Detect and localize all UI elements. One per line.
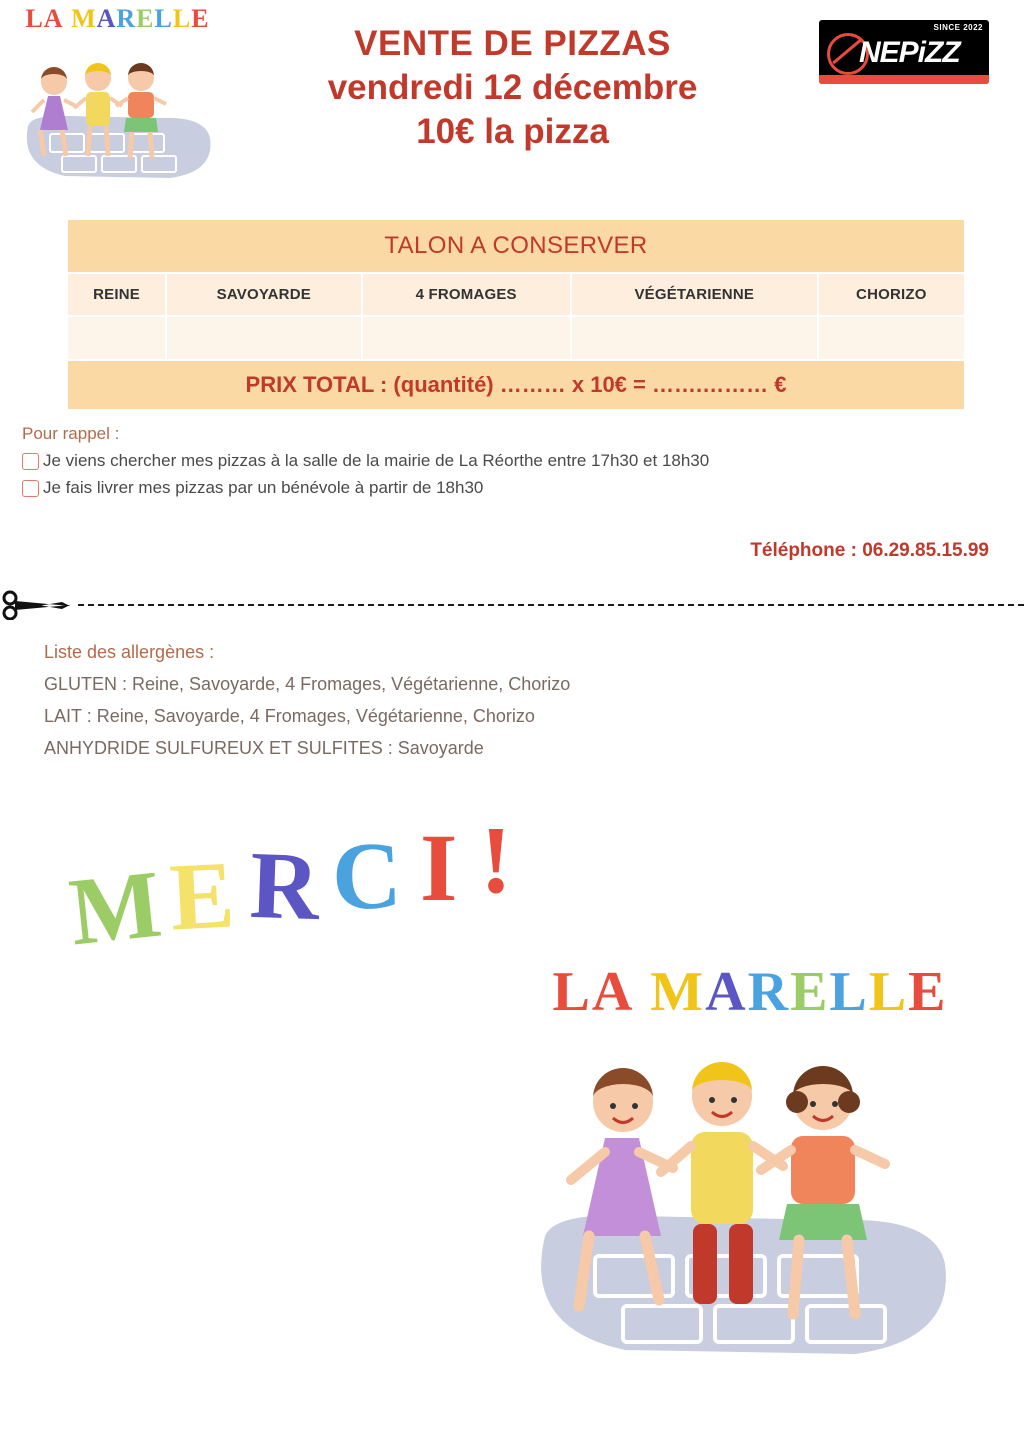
- logo-letter: A: [591, 961, 635, 1023]
- logo-letter: L: [25, 4, 44, 33]
- kids-hopscotch-illustration: [10, 34, 225, 184]
- contact-phone: Téléphone : 06.29.85.15.99: [750, 540, 989, 561]
- logo-letter: [64, 4, 72, 34]
- logo-letter: E: [908, 961, 948, 1023]
- quantity-cell-reine[interactable]: [67, 316, 166, 360]
- title-line-1: VENTE DE PIZZAS: [354, 24, 671, 63]
- kids-hopscotch-illustration-large: [505, 1028, 965, 1368]
- thanks-letter-exclamation: !: [480, 806, 512, 913]
- logo-bottom-wordmark: [505, 960, 995, 1024]
- coupon-column-savoyarde: SAVOYARDE: [166, 273, 361, 316]
- coupon-quantity-row: [67, 316, 965, 360]
- coupon-column-reine: REINE: [67, 273, 166, 316]
- quantity-cell-vegetarienne[interactable]: [571, 316, 818, 360]
- logo-letter: L: [172, 4, 192, 33]
- logo-letter: E: [191, 4, 210, 33]
- onepizz-logo: [819, 20, 989, 84]
- logo-letter: E: [136, 4, 155, 33]
- thanks-wordart: [64, 806, 670, 966]
- pickup-option-row[interactable]: [22, 451, 1002, 471]
- order-coupon-table: [66, 218, 966, 411]
- thanks-letter-m: M: [64, 849, 166, 966]
- onepizz-bottom-bar: [819, 75, 989, 84]
- coupon-header-row: [67, 273, 965, 316]
- coupon-column-chorizo: CHORIZO: [818, 273, 965, 316]
- thanks-letter-c: C: [330, 820, 404, 931]
- allergen-line-lait: LAIT : Reine, Savoyarde, 4 Fromages, Végétarienne, Chorizo: [44, 706, 535, 727]
- coupon-total-row: [67, 360, 965, 410]
- flyer-title: [240, 22, 785, 153]
- allergens-section: [44, 636, 570, 764]
- logo-letter: L: [552, 961, 592, 1023]
- logo-letter: M: [650, 961, 706, 1023]
- onepizz-brand-name: NEPiZZ: [859, 36, 960, 69]
- delivery-option-row[interactable]: [22, 478, 1002, 498]
- cut-line-dashes: [78, 604, 1024, 606]
- allergen-line-gluten: GLUTEN : Reine, Savoyarde, 4 Fromages, Végétarienne, Chorizo: [44, 674, 571, 695]
- checkbox-icon-pickup[interactable]: [22, 453, 39, 470]
- logo-bottom: [505, 960, 995, 1380]
- thanks-letter-i: I: [420, 814, 458, 921]
- logo-letter: M: [71, 4, 97, 33]
- cut-line: [0, 590, 1024, 620]
- title-line-3: 10€ la pizza: [416, 111, 609, 151]
- logo-letter: R: [747, 961, 791, 1023]
- coupon-title: TALON A CONSERVER: [67, 219, 965, 273]
- coupon-column-4fromages: 4 FROMAGES: [362, 273, 571, 316]
- coupon-column-vegetarienne: VÉGÉTARIENNE: [571, 273, 818, 316]
- allergens-title: Liste des allergènes :: [44, 642, 215, 662]
- logo-letter: A: [705, 961, 748, 1023]
- logo-letter: R: [116, 4, 137, 33]
- logo-letter: [634, 960, 650, 1024]
- thanks-letter-e: E: [167, 840, 237, 951]
- coupon-title-row: [67, 219, 965, 273]
- logo-letter: L: [868, 961, 909, 1023]
- checkbox-icon-delivery[interactable]: [22, 480, 39, 497]
- logo-letter: E: [790, 961, 830, 1023]
- quantity-cell-4fromages[interactable]: [362, 316, 571, 360]
- delivery-option-label: Je fais livrer mes pizzas par un bénévole à partir de 18h30: [43, 478, 484, 497]
- quantity-cell-chorizo[interactable]: [818, 316, 965, 360]
- thanks-letter-r: R: [248, 830, 322, 941]
- logo-letter: A: [43, 4, 64, 33]
- coupon-total-line: PRIX TOTAL : (quantité) ……… x 10€ = …….……… €: [67, 360, 965, 410]
- reminder-label: Pour rappel :: [22, 424, 120, 443]
- reminder-section: [22, 424, 1002, 505]
- allergen-line-sulfites: ANHYDRIDE SULFUREUX ET SULFITES : Savoyarde: [44, 738, 484, 759]
- logo-top: [10, 4, 225, 194]
- logo-letter: L: [829, 961, 869, 1023]
- logo-letter: L: [154, 4, 173, 33]
- pickup-option-label: Je viens chercher mes pizzas à la salle de la mairie de La Réorthe entre 17h30 et 18h30: [43, 451, 710, 470]
- logo-letter: A: [96, 4, 117, 33]
- document-header: [0, 0, 1024, 200]
- onepizz-since-label: SINCE 2022: [933, 23, 983, 32]
- title-line-2: vendredi 12 décembre: [327, 67, 698, 107]
- quantity-cell-savoyarde[interactable]: [166, 316, 361, 360]
- logo-top-wordmark: [10, 4, 225, 34]
- scissors-icon: [0, 590, 78, 620]
